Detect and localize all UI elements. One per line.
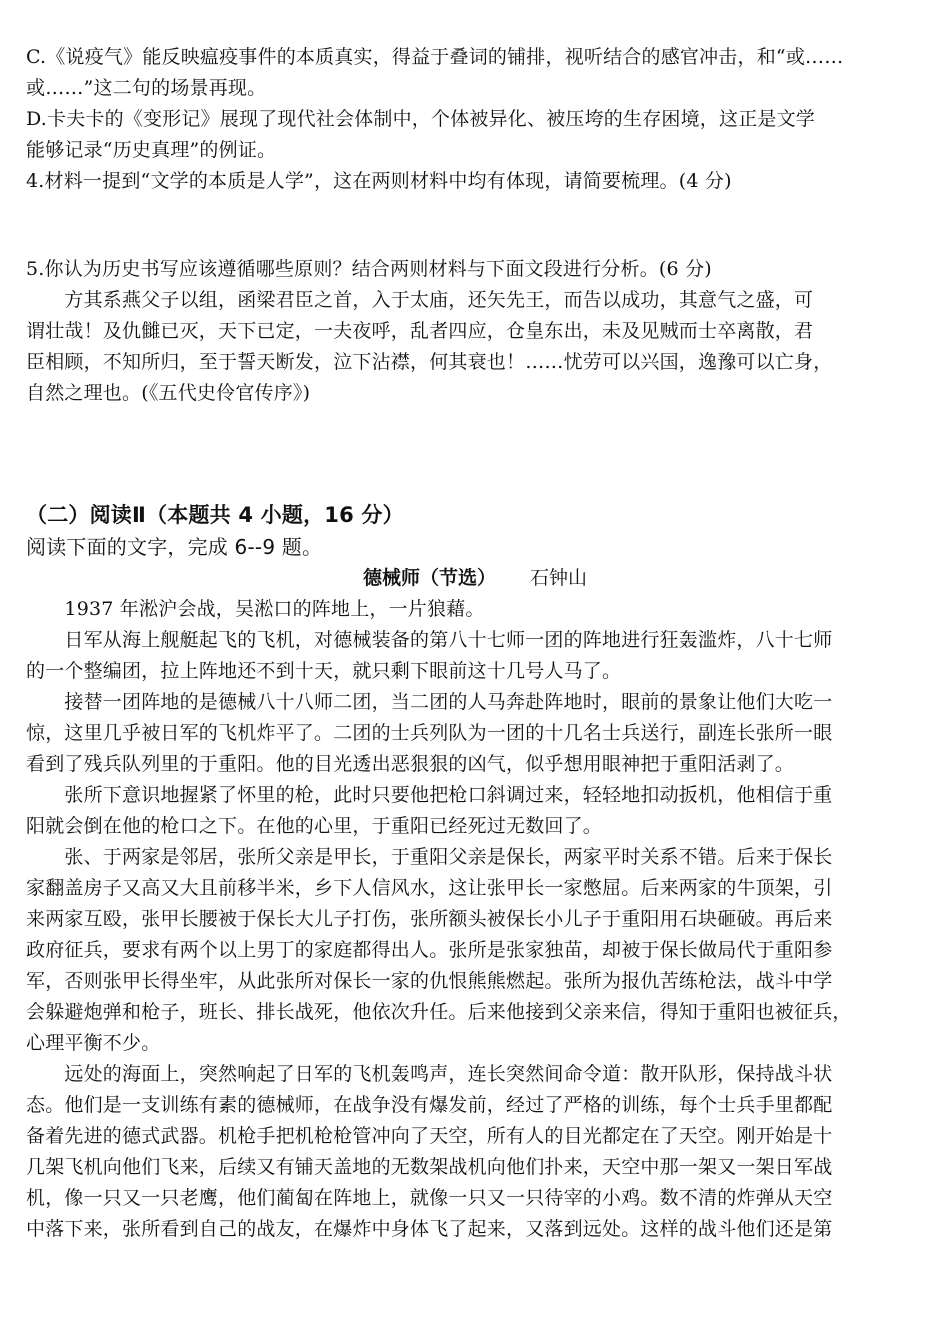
story-line: 远处的海面上，突然响起了日军的飞机轰鸣声，连长突然间命令道：散开队形，保持战斗状 (26, 1063, 833, 1085)
story-line: 的一个整编团，拉上阵地还不到十天，就只剩下眼前这十几号人马了。 (26, 660, 622, 682)
section-heading: （二）阅读Ⅱ（本题共 4 小题，16 分） (26, 503, 404, 527)
quote-line-4: 自然之理也。(《五代史伶官传序》) (26, 382, 311, 404)
question-4: 4.材料一提到“文学的本质是人学”，这在两则材料中均有体现，请简要梳理。(4 分) (26, 170, 732, 192)
story-line: 接替一团阵地的是德械八十八师二团，当二团的人马奔赴阵地时，眼前的景象让他们大吃一 (26, 691, 833, 713)
story-line: 备着先进的德式武器。机枪手把机枪枪管冲向了天空，所有人的目光都定在了天空。刚开始是十 (26, 1125, 833, 1147)
story-line: 态。他们是一支训练有素的德械师，在战争没有爆发前，经过了严格的训练，每个士兵手里都配 (26, 1094, 833, 1116)
story-line: 家翻盖房子又高又大且前移半米，乡下人信风水，这让张甲长一家憋屈。后来两家的牛顶架，引 (26, 877, 833, 899)
story-line: 心理平衡不少。 (26, 1032, 161, 1054)
story-line: 看到了残兵队列里的于重阳。他的目光透出恶狠狠的凶气，似乎想用眼神把于重阳活剥了。 (26, 753, 795, 775)
question-5: 5.你认为历史书写应该遵循哪些原则？结合两则材料与下面文段进行分析。(6 分) (26, 258, 712, 280)
story-line: 张所下意识地握紧了怀里的枪，此时只要他把枪口斜调过来，轻轻地扣动扳机，他相信于重 (26, 784, 833, 806)
quote-line-3: 臣相顾，不知所归，至于誓天断发，泣下沾襟，何其衰也！……忧劳可以兴国，逸豫可以亡身， (26, 351, 833, 373)
story-line: 政府征兵，要求有两个以上男丁的家庭都得出人。张所是张家独苗，却被于保长做局代于重阳参 (26, 939, 833, 961)
section-intro: 阅读下面的文字，完成 6--9 题。 (26, 535, 323, 559)
story-title: 德械师（节选） (362, 567, 496, 589)
story-line: 中落下来，张所看到自己的战友，在爆炸中身体飞了起来，又落到远处。这样的战斗他们还是第 (26, 1218, 833, 1240)
story-line: 日军从海上舰艇起飞的飞机，对德械装备的第八十七师一团的阵地进行狂轰滥炸，八十七师 (26, 629, 833, 651)
story-author: 石钟山 (530, 567, 588, 589)
story-line: 阳就会倒在他的枪口之下。在他的心里，于重阳已经死过无数回了。 (26, 815, 603, 837)
quote-line-2: 谓壮哉！及仇雠已灭，天下已定，一夫夜呼，乱者四应，仓皇东出，未及见贼而士卒离散，君 (26, 320, 814, 342)
option-d-line-2: 能够记录“历史真理”的例证。 (26, 139, 277, 161)
story-line: 机，像一只又一只老鹰，他们蔺匐在阵地上，就像一只又一只待宰的小鸡。数不清的炸弹从天空 (26, 1187, 833, 1209)
story-line: 军，否则张甲长得坐牢，从此张所对保长一家的仇恨熊熊燃起。张所为报仇苦练枪法，战斗中学 (26, 970, 833, 992)
quote-line-1: 方其系燕父子以组，函梁君臣之首，入于太庙，还矢先王，而告以成功，其意气之盛，可 (26, 289, 814, 311)
story-line: 张、于两家是邻居，张所父亲是甲长，于重阳父亲是保长，两家平时关系不错。后来于保长 (26, 846, 833, 868)
story-line: 来两家互殴，张甲长腰被于保长大儿子打伤，张所额头被保长小儿子于重阳用石块砸破。再后来 (26, 908, 833, 930)
story-line: 会躲避炮弹和枪子，班长、排长战死，他依次升任。后来他接到父亲来信，得知于重阳也被征兵， (26, 1001, 852, 1023)
option-c-line-1: C.《说疫气》能反映瘟疫事件的本质真实，得益于叠词的铺排，视听结合的感官冲击，和“或…… (26, 46, 844, 68)
option-c-line-2: 或……”这二句的场景再现。 (26, 77, 267, 99)
story-line: 1937 年淞沪会战，吴淞口的阵地上，一片狼藉。 (26, 598, 485, 620)
story-line: 惊，这里几乎被日军的飞机炸平了。二团的士兵列队为一团的十几名士兵送行，副连长张所一眼 (26, 722, 833, 744)
option-d-line-1: D.卡夫卡的《变形记》展现了现代社会体制中，个体被异化、被压垮的生存困境，这正是文学 (26, 108, 815, 130)
story-line: 几架飞机向他们飞来，后续又有铺天盖地的无数架战机向他们扑来，天空中那一架又一架日军战 (26, 1156, 833, 1178)
story-title-line (0, 563, 950, 594)
